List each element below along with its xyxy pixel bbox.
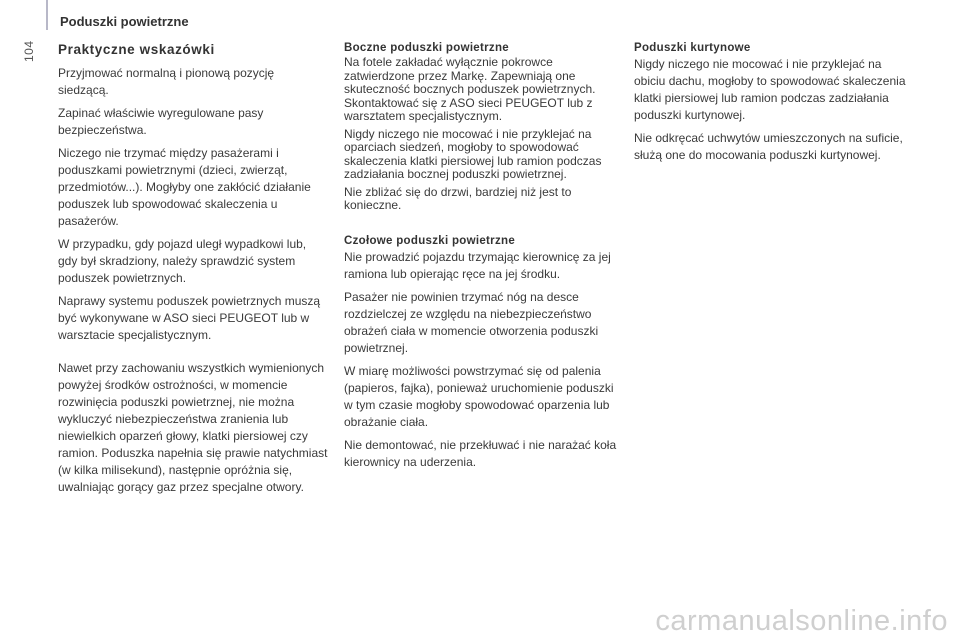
- column-curtain-airbags: [634, 42, 914, 170]
- front-airbags-paragraph: W miarę możliwości powstrzymać się od palenia (papieros, fajka), ponieważ uruchomienie poduszki w tym czasie mogłoby spowodować oparzenia lub obrażanie ciała.: [344, 363, 614, 429]
- section-header: Poduszki powietrzne: [60, 14, 189, 29]
- curtain-airbags-paragraph: Nie odkręcać uchwytów umieszczonych na suficie, służą one do mocowania poduszki kurtynowej.: [634, 131, 903, 162]
- front-airbags-paragraph: Nie prowadzić pojazdu trzymając kierownicę za jej ramiona lub opierając ręce na jej środku.: [344, 249, 611, 281]
- column-side-front-airbags: [344, 42, 619, 477]
- tip-paragraph: Nawet przy zachowaniu wszystkich wymienionych powyżej środków ostrożności, w momencie rozwinięcia poduszki powietrznej, nie można wykluczyć niebezpieczeństwa zranienia lub niewielkich oparzeń głowy, klatki piersiowej czy ramion. Poduszka napełnia się prawie natychmiast (w kilka milisekund), następnie opróżnia się, uwalniając gorący gaz przez specjalne otwory.: [58, 361, 328, 494]
- watermark: carmanualsonline.info: [655, 605, 948, 637]
- front-airbags-paragraph: Nie demontować, nie przekłuwać i nie narażać koła kierownicy na uderzenia.: [344, 437, 617, 469]
- side-airbags-paragraph: Nie zbliżać się do drzwi, bardziej niż jest to konieczne.: [344, 184, 572, 212]
- side-airbags-title: Boczne poduszki powietrzne: [344, 42, 509, 54]
- practical-tips-title: Praktyczne wskazówki: [58, 42, 215, 57]
- side-airbags-paragraph: Nigdy niczego nie mocować i nie przyklejać na oparciach siedzeń, mogłoby to spowodować skaleczenia klatki piersiowej lub ramion podczas zadziałania bocznej poduszki powietrznej.: [344, 126, 602, 181]
- side-airbags-paragraph: Na fotele zakładać wyłącznie pokrowce zatwierdzone przez Markę. Zapewniają one skuteczność bocznych poduszek powietrznych. Skontaktować się z ASO sieci PEUGEOT lub z warsztatem specjalistycznym.: [344, 55, 596, 123]
- front-airbags-title: Czołowe poduszki powietrzne: [344, 234, 516, 247]
- curtain-airbags-title: Poduszki kurtynowe: [634, 42, 751, 54]
- tip-paragraph: Zapinać właściwie wyregulowane pasy bezpieczeństwa.: [58, 106, 264, 137]
- front-airbags-paragraph: Pasażer nie powinien trzymać nóg na desce rozdzielczej ze względu na niebezpieczeństwo obrażeń ciała w momencie otworzenia poduszki powietrznej.: [344, 289, 599, 355]
- column-practical-tips: [58, 42, 328, 502]
- tip-paragraph: W przypadku, gdy pojazd uległ wypadkowi lub, gdy był skradziony, należy sprawdzić system poduszek powietrznych.: [58, 237, 307, 285]
- tip-paragraph: Niczego nie trzymać między pasażerami i poduszkami powietrznymi (dzieci, zwierząt, przedmiotów...). Mogłyby one zakłócić działanie poduszek lub spowodować skaleczenia u pasażerów.: [58, 146, 311, 228]
- header-accent-bar: [46, 0, 48, 30]
- tip-paragraph: Przyjmować normalną i pionową pozycję siedzącą.: [58, 66, 275, 97]
- tip-paragraph: Naprawy systemu poduszek powietrznych muszą być wykonywane w ASO sieci PEUGEOT lub w warsztacie specjalistycznym.: [58, 294, 321, 342]
- curtain-airbags-paragraph: Nigdy niczego nie mocować i nie przyklejać na obiciu dachu, mogłoby to spowodować skaleczenia klatki piersiowej lub ramion podczas zadziałania poduszki kurtynowej.: [634, 57, 906, 122]
- page-number: 104: [22, 40, 36, 62]
